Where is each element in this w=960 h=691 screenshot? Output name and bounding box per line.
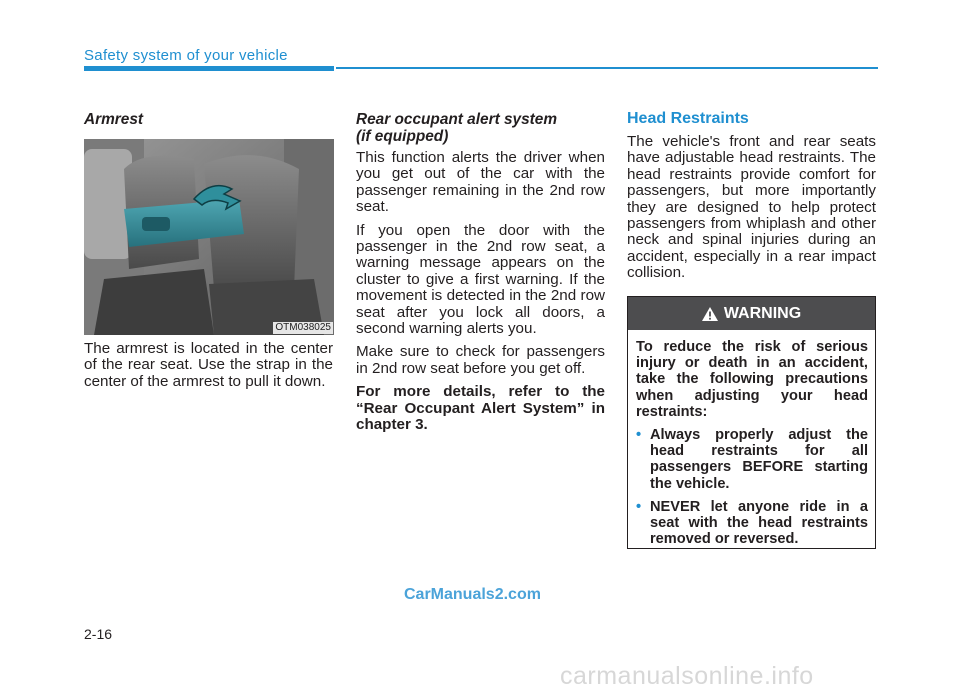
rear-alert-paragraph-3: Make sure to check for passengers in 2nd row seat before you get off. — [356, 343, 605, 377]
page-number: 2-16 — [84, 626, 113, 642]
bullet-icon: • — [636, 427, 642, 444]
warning-triangle-icon — [702, 307, 718, 321]
warning-item — [636, 427, 868, 492]
image-code-label: OTM038025 — [275, 322, 331, 333]
warning-item-text: NEVER let anyone ride in a seat with the head restraints removed or reversed. — [650, 498, 868, 548]
warning-item-text: Always properly adjust the head restraints for all passengers BEFORE starting the vehicle. — [650, 427, 868, 492]
footer-site-link[interactable]: carmanualsonline.info — [560, 662, 814, 690]
warning-body — [636, 339, 868, 554]
armrest-body: The armrest is located in the center of the rear seat. Use the strap in the center of the armrest to pull it down. — [84, 340, 333, 390]
section-title: Safety system of your vehicle — [84, 47, 288, 64]
rear-alert-body — [356, 150, 605, 441]
warning-label: WARNING — [723, 304, 802, 322]
armrest-description — [84, 341, 333, 397]
rear-alert-heading — [356, 111, 605, 145]
head-restraints-body: The vehicle's front and rear seats have adjustable head restraints. The head restraints provide comfort for passengers, but more importantly they are designed to help protect passengers from whiplash and other neck and spinal injuries during an accident, especially in a rear impact collision. — [627, 133, 876, 282]
rear-alert-paragraph-2: If you open the door with the passenger in the 2nd row seat, a warning message appears on the cluster to give a first warning. If the movement is detected in the 2nd row seat after you lock all doors, a second warning alerts you. — [356, 221, 605, 338]
header-rule-thick — [84, 66, 334, 71]
rear-alert-paragraph-1: This function alerts the driver when you get out of the car with the passenger remaining in the 2nd row seat. — [356, 149, 605, 216]
armrest-photo — [84, 139, 334, 335]
armrest-heading: Armrest — [84, 111, 144, 128]
rear-alert-heading-line2: (if equipped) — [356, 128, 449, 145]
bullet-icon: • — [636, 498, 642, 515]
warning-header — [628, 297, 875, 330]
warning-box — [627, 296, 876, 549]
head-restraints-heading: Head Restraints — [627, 110, 749, 127]
warning-item — [636, 499, 868, 548]
rear-alert-heading-line1: Rear occupant alert system — [356, 111, 558, 128]
warning-list — [636, 427, 868, 547]
rear-alert-reference: For more details, refer to the “Rear Occupant Alert System” in chapter 3. — [356, 383, 605, 434]
header-rule-thin — [336, 67, 878, 69]
head-restraints-text — [627, 134, 876, 289]
watermark-link[interactable]: CarManuals2.com — [404, 586, 541, 603]
warning-intro: To reduce the risk of serious injury or death in an accident, take the following precautions when adjusting your head restraints: — [636, 339, 868, 420]
rear-seat-illustration — [84, 139, 334, 335]
